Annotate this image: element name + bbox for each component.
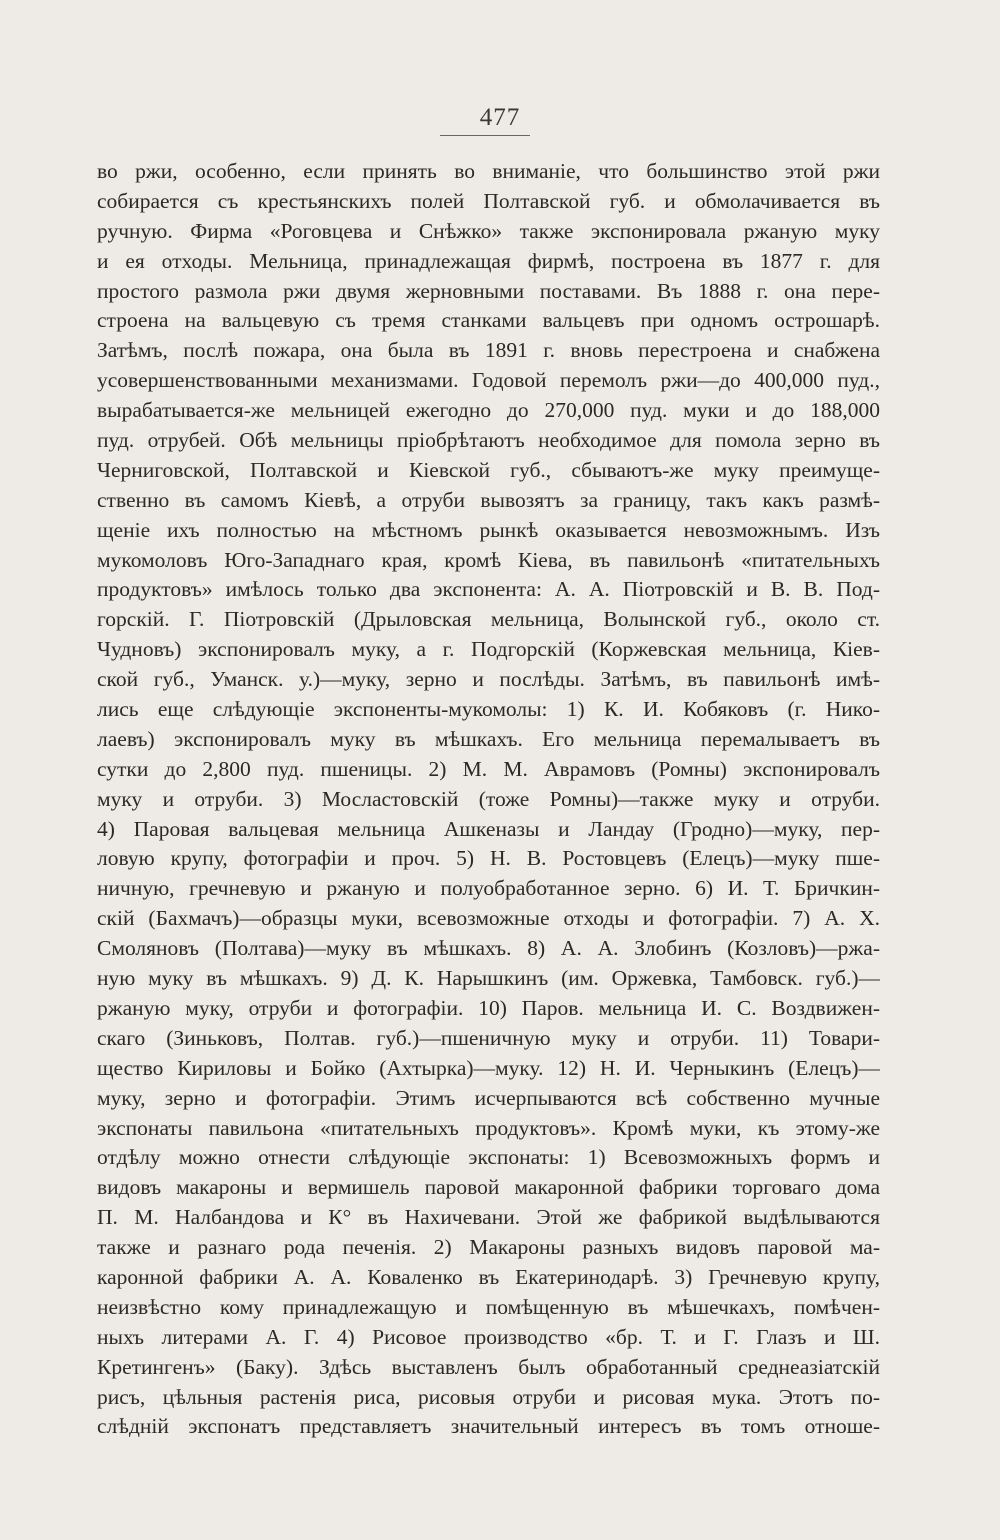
text-line: Черниговской, Полтавской и Кіевской губ., сбываютъ-же муку преимуще- xyxy=(97,457,880,482)
text-line: Кретингенъ» (Баку). Здѣсь выставленъ былъ обработанный среднеазіатскій xyxy=(97,1354,880,1379)
text-line: неизвѣстно кому принадлежащую и помѣщенную въ мѣшечкахъ, помѣчен- xyxy=(97,1294,880,1319)
text-line: ственно въ самомъ Кіевѣ, а отруби вывозятъ за границу, такъ какъ размѣ- xyxy=(97,487,880,512)
text-line: Чудновъ) экспонировалъ муку, а г. Подгорскій (Коржевская мельница, Кіев- xyxy=(97,637,880,662)
text-line: лись еще слѣдующіе экспоненты-мукомолы: 1) К. И. Кобяковъ (г. Нико- xyxy=(97,697,880,722)
text-line: рисъ, цѣльныя растенія риса, рисовыя отруби и рисовая мука. Этотъ по- xyxy=(97,1384,880,1409)
text-line: вырабатывается-же мельницей ежегодно до 270,000 пуд. муки и до 188,000 xyxy=(97,398,880,423)
text-line: видовъ макароны и вермишель паровой макаронной фабрики торговаго дома xyxy=(97,1175,880,1200)
text-line: собирается съ крестьянскихъ полей Полтавской губ. и обмолачивается въ xyxy=(97,188,880,213)
text-line: ничную, гречневую и ржаную и полуобработанное зерно. 6) И. Т. Бричкин- xyxy=(97,876,880,901)
text-line: Смоляновъ (Полтава)—муку въ мѣшкахъ. 8) А. А. Злобинъ (Козловъ)—ржа- xyxy=(97,936,880,961)
body-text xyxy=(97,157,880,1442)
text-line: ской губ., Уманск. у.)—муку, зерно и послѣды. Затѣмъ, въ павильонѣ имѣ- xyxy=(97,667,880,692)
text-line: экспонаты павильона «питательныхъ продуктовъ». Кромѣ муки, къ этому-же xyxy=(97,1115,880,1140)
text-line: щество Кириловы и Бойко (Ахтырка)—муку. 12) Н. И. Черныкинъ (Елецъ)— xyxy=(97,1055,880,1080)
text-line: П. М. Налбандова и К° въ Нахичевани. Этой же фабрикой выдѣлываются xyxy=(97,1205,880,1230)
text-line: ную муку въ мѣшкахъ. 9) Д. К. Нарышкинъ (им. Оржевка, Тамбовск. губ.)— xyxy=(97,966,880,991)
text-line: пуд. отрубей. Обѣ мельницы пріобрѣтаютъ необходимое для помола зерно въ xyxy=(97,428,880,453)
text-line: ловую крупу, фотографіи и проч. 5) Н. В. Ростовцевъ (Елецъ)—муку пше- xyxy=(97,846,880,871)
text-line: простого размола ржи двумя жерновными поставами. Въ 1888 г. она пере- xyxy=(97,278,880,303)
text-line: лаевъ) экспонировалъ муку въ мѣшкахъ. Его мельница перемалываетъ въ xyxy=(97,726,880,751)
text-line: каронной фабрики А. А. Коваленко въ Екатеринодарѣ. 3) Гречневую крупу, xyxy=(97,1264,880,1289)
text-line: муку и отруби. 3) Мосластовскій (тоже Ромны)—также муку и отруби. xyxy=(97,786,880,811)
text-line: продуктовъ» имѣлось только два экспонента: А. А. Піотровскій и В. В. Под- xyxy=(97,577,880,602)
text-line: во ржи, особенно, если принять во вниманіе, что большинство этой ржи xyxy=(97,159,880,183)
text-line: ручную. Фирма «Роговцева и Снѣжко» также экспонировала ржаную муку xyxy=(97,218,880,243)
text-line: горскій. Г. Піотровскій (Дрыловская мельница, Волынской губ., около ст. xyxy=(97,607,880,632)
text-line: 4) Паровая вальцевая мельница Ашкеназы и Ландау (Гродно)—муку, пер- xyxy=(97,816,880,841)
text-line: скаго (Зиньковъ, Полтав. губ.)—пшеничную муку и отруби. 11) Товари- xyxy=(97,1025,880,1050)
text-line: щеніе ихъ полностью на мѣстномъ рынкѣ оказывается невозможнымъ. Изъ xyxy=(97,517,880,542)
text-line: слѣдній экспонатъ представляетъ значительный интересъ въ томъ отноше- xyxy=(97,1414,880,1439)
text-line: также и разнаго рода печенія. 2) Макароны разныхъ видовъ паровой ма- xyxy=(97,1235,880,1260)
text-line: и ея отходы. Мельница, принадлежащая фирмѣ, построена въ 1877 г. для xyxy=(97,248,880,273)
text-line: ныхъ литерами А. Г. 4) Рисовое производство «бр. Т. и Г. Глазъ и Ш. xyxy=(97,1324,880,1349)
page-number: 477 xyxy=(479,104,521,131)
text-line: отдѣлу можно отнести слѣдующіе экспонаты: 1) Всевозможныхъ формъ и xyxy=(97,1145,880,1170)
text-line: мукомоловъ Юго-Западнаго края, кромѣ Кіева, въ павильонѣ «питательныхъ xyxy=(97,547,880,572)
text-line: муку, зерно и фотографіи. Этимъ исчерпываются всѣ собственно мучные xyxy=(97,1085,880,1110)
text-line: скій (Бахмачъ)—образцы муки, всевозможные отходы и фотографіи. 7) А. Х. xyxy=(97,906,880,931)
page-number-rule xyxy=(440,135,530,136)
text-line: Затѣмъ, послѣ пожара, она была въ 1891 г. вновь перестроена и снабжена xyxy=(97,338,880,363)
text-line: усовершенствованными механизмами. Годовой перемолъ ржи—до 400,000 пуд., xyxy=(97,368,880,393)
text-line: строена на вальцевую съ тремя станками вальцевъ при одномъ острошарѣ. xyxy=(97,308,880,333)
text-line: сутки до 2,800 пуд. пшеницы. 2) М. М. Аврамовъ (Ромны) экспонировалъ xyxy=(97,756,880,781)
text-line: ржаную муку, отруби и фотографіи. 10) Паров. мельница И. С. Воздвижен- xyxy=(97,995,880,1020)
